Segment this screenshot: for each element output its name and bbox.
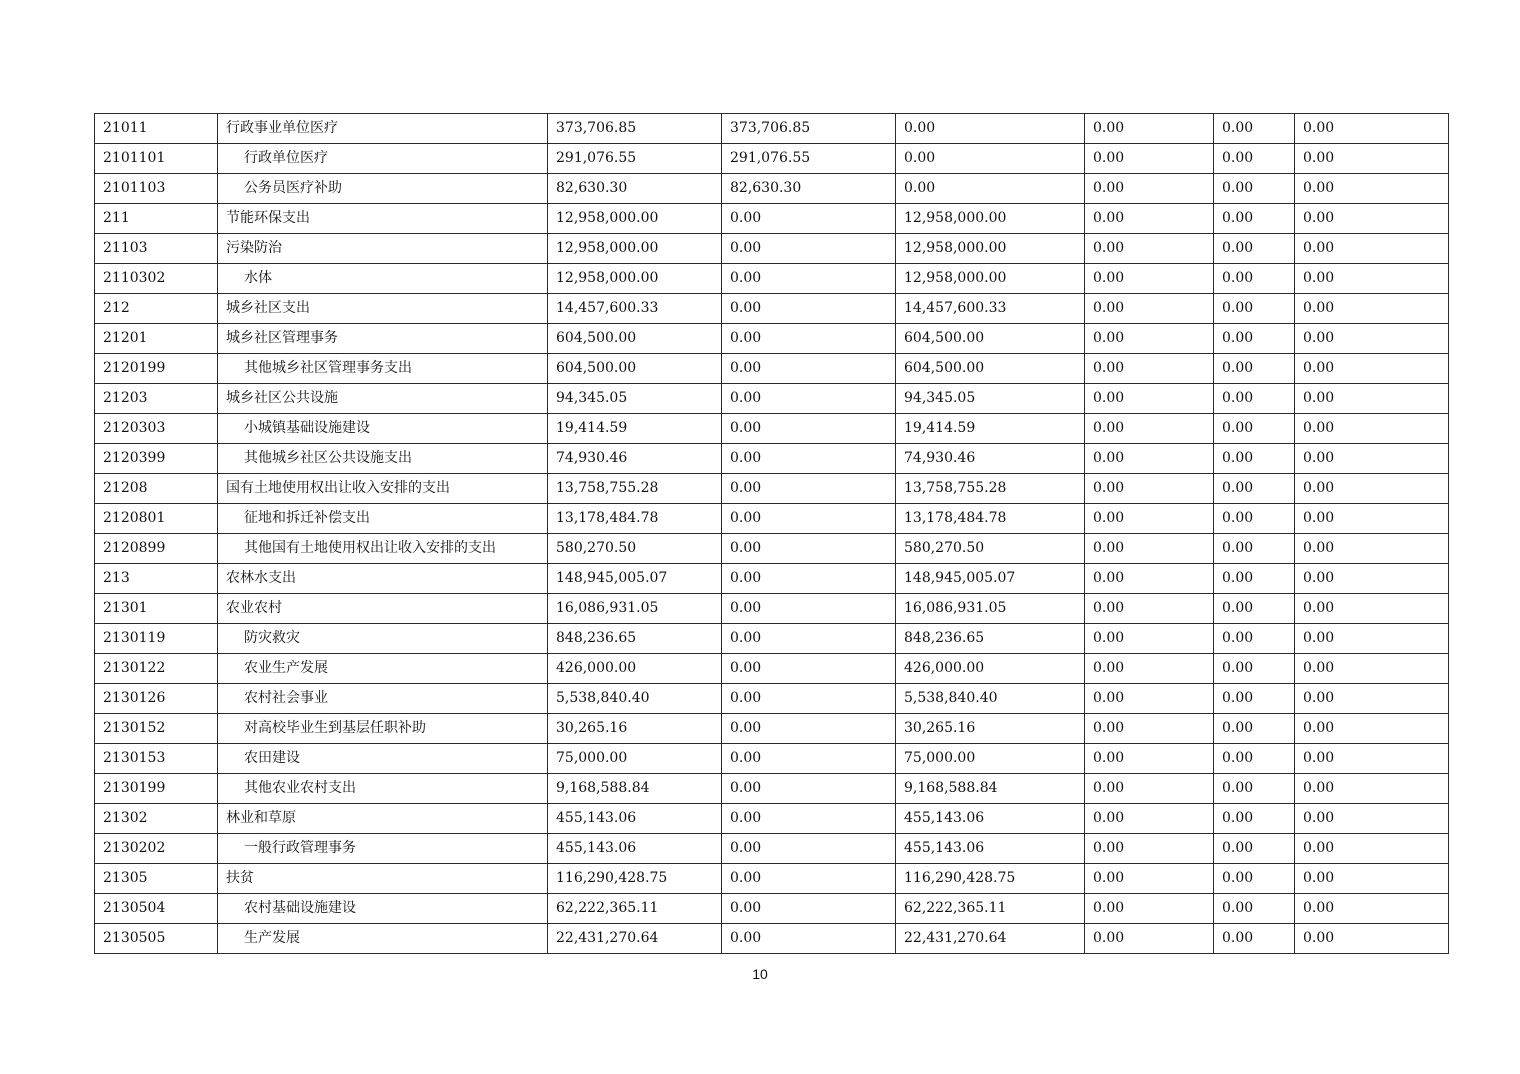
amount-column-5-cell: 0.00 <box>1085 174 1214 204</box>
subject-code-cell: 21103 <box>95 234 218 264</box>
table-row <box>95 864 1449 894</box>
amount-total-cell: 604,500.00 <box>548 354 722 384</box>
subject-name-cell: 生产发展 <box>218 924 548 954</box>
amount-column-4-cell: 0.00 <box>896 174 1085 204</box>
amount-column-6-cell: 0.00 <box>1214 144 1295 174</box>
amount-column-6-cell: 0.00 <box>1214 444 1295 474</box>
table-row <box>95 594 1449 624</box>
amount-column-6-cell: 0.00 <box>1214 204 1295 234</box>
amount-column-3-cell: 373,706.85 <box>722 114 896 144</box>
subject-name-cell: 污染防治 <box>218 234 548 264</box>
amount-column-6-cell: 0.00 <box>1214 774 1295 804</box>
amount-column-7-cell: 0.00 <box>1295 444 1449 474</box>
amount-column-3-cell: 82,630.30 <box>722 174 896 204</box>
amount-column-5-cell: 0.00 <box>1085 624 1214 654</box>
subject-name-cell: 农村社会事业 <box>218 684 548 714</box>
amount-column-4-cell: 22,431,270.64 <box>896 924 1085 954</box>
amount-column-5-cell: 0.00 <box>1085 804 1214 834</box>
amount-column-7-cell: 0.00 <box>1295 804 1449 834</box>
amount-column-3-cell: 0.00 <box>722 594 896 624</box>
amount-column-3-cell: 0.00 <box>722 264 896 294</box>
amount-column-4-cell: 848,236.65 <box>896 624 1085 654</box>
table-row <box>95 804 1449 834</box>
subject-name-cell: 行政事业单位医疗 <box>218 114 548 144</box>
subject-name-cell: 节能环保支出 <box>218 204 548 234</box>
amount-column-6-cell: 0.00 <box>1214 834 1295 864</box>
amount-column-4-cell: 19,414.59 <box>896 414 1085 444</box>
amount-column-6-cell: 0.00 <box>1214 534 1295 564</box>
amount-column-6-cell: 0.00 <box>1214 924 1295 954</box>
subject-name-cell: 扶贫 <box>218 864 548 894</box>
subject-name-cell: 农村基础设施建设 <box>218 894 548 924</box>
amount-column-3-cell: 291,076.55 <box>722 144 896 174</box>
subject-name-cell: 征地和拆迁补偿支出 <box>218 504 548 534</box>
amount-column-3-cell: 0.00 <box>722 624 896 654</box>
amount-column-3-cell: 0.00 <box>722 504 896 534</box>
amount-column-6-cell: 0.00 <box>1214 684 1295 714</box>
amount-total-cell: 9,168,588.84 <box>548 774 722 804</box>
subject-code-cell: 21208 <box>95 474 218 504</box>
amount-total-cell: 291,076.55 <box>548 144 722 174</box>
amount-column-6-cell: 0.00 <box>1214 564 1295 594</box>
subject-name-cell: 其他农业农村支出 <box>218 774 548 804</box>
amount-column-4-cell: 148,945,005.07 <box>896 564 1085 594</box>
amount-column-6-cell: 0.00 <box>1214 354 1295 384</box>
amount-column-4-cell: 9,168,588.84 <box>896 774 1085 804</box>
amount-total-cell: 848,236.65 <box>548 624 722 654</box>
subject-name-cell: 其他城乡社区公共设施支出 <box>218 444 548 474</box>
amount-column-6-cell: 0.00 <box>1214 714 1295 744</box>
amount-column-5-cell: 0.00 <box>1085 774 1214 804</box>
amount-column-4-cell: 0.00 <box>896 114 1085 144</box>
amount-total-cell: 94,345.05 <box>548 384 722 414</box>
amount-column-6-cell: 0.00 <box>1214 414 1295 444</box>
amount-column-3-cell: 0.00 <box>722 294 896 324</box>
table-row <box>95 504 1449 534</box>
amount-column-3-cell: 0.00 <box>722 204 896 234</box>
amount-column-3-cell: 0.00 <box>722 834 896 864</box>
amount-total-cell: 16,086,931.05 <box>548 594 722 624</box>
amount-column-6-cell: 0.00 <box>1214 744 1295 774</box>
amount-column-4-cell: 75,000.00 <box>896 744 1085 774</box>
amount-total-cell: 22,431,270.64 <box>548 924 722 954</box>
amount-column-7-cell: 0.00 <box>1295 114 1449 144</box>
amount-column-6-cell: 0.00 <box>1214 504 1295 534</box>
table-row <box>95 654 1449 684</box>
amount-column-7-cell: 0.00 <box>1295 924 1449 954</box>
subject-name-cell: 行政单位医疗 <box>218 144 548 174</box>
table-row <box>95 564 1449 594</box>
table-row <box>95 624 1449 654</box>
amount-total-cell: 19,414.59 <box>548 414 722 444</box>
amount-column-7-cell: 0.00 <box>1295 534 1449 564</box>
amount-total-cell: 12,958,000.00 <box>548 234 722 264</box>
table-row <box>95 174 1449 204</box>
amount-column-6-cell: 0.00 <box>1214 654 1295 684</box>
subject-name-cell: 农业农村 <box>218 594 548 624</box>
subject-name-cell: 一般行政管理事务 <box>218 834 548 864</box>
subject-code-cell: 2130202 <box>95 834 218 864</box>
amount-column-7-cell: 0.00 <box>1295 834 1449 864</box>
page-number: 10 <box>752 966 768 982</box>
amount-column-3-cell: 0.00 <box>722 474 896 504</box>
subject-code-cell: 2130199 <box>95 774 218 804</box>
amount-column-3-cell: 0.00 <box>722 864 896 894</box>
amount-column-5-cell: 0.00 <box>1085 654 1214 684</box>
table-row <box>95 414 1449 444</box>
subject-code-cell: 21201 <box>95 324 218 354</box>
amount-column-5-cell: 0.00 <box>1085 384 1214 414</box>
amount-column-6-cell: 0.00 <box>1214 804 1295 834</box>
amount-total-cell: 426,000.00 <box>548 654 722 684</box>
amount-column-7-cell: 0.00 <box>1295 354 1449 384</box>
table-row <box>95 354 1449 384</box>
amount-total-cell: 12,958,000.00 <box>548 204 722 234</box>
amount-column-5-cell: 0.00 <box>1085 594 1214 624</box>
amount-column-3-cell: 0.00 <box>722 924 896 954</box>
amount-column-7-cell: 0.00 <box>1295 774 1449 804</box>
amount-column-7-cell: 0.00 <box>1295 864 1449 894</box>
subject-name-cell: 防灾救灾 <box>218 624 548 654</box>
amount-total-cell: 148,945,005.07 <box>548 564 722 594</box>
subject-code-cell: 21203 <box>95 384 218 414</box>
amount-total-cell: 82,630.30 <box>548 174 722 204</box>
amount-column-5-cell: 0.00 <box>1085 444 1214 474</box>
amount-total-cell: 580,270.50 <box>548 534 722 564</box>
amount-column-5-cell: 0.00 <box>1085 234 1214 264</box>
table-row <box>95 264 1449 294</box>
amount-column-6-cell: 0.00 <box>1214 864 1295 894</box>
amount-column-4-cell: 13,758,755.28 <box>896 474 1085 504</box>
subject-code-cell: 2130153 <box>95 744 218 774</box>
amount-column-4-cell: 12,958,000.00 <box>896 264 1085 294</box>
subject-code-cell: 2130122 <box>95 654 218 684</box>
subject-code-cell: 2120199 <box>95 354 218 384</box>
amount-column-4-cell: 13,178,484.78 <box>896 504 1085 534</box>
subject-name-cell: 国有土地使用权出让收入安排的支出 <box>218 474 548 504</box>
amount-column-5-cell: 0.00 <box>1085 834 1214 864</box>
subject-code-cell: 2101103 <box>95 174 218 204</box>
amount-column-7-cell: 0.00 <box>1295 504 1449 534</box>
amount-column-7-cell: 0.00 <box>1295 684 1449 714</box>
table-row <box>95 324 1449 354</box>
amount-column-4-cell: 30,265.16 <box>896 714 1085 744</box>
amount-column-6-cell: 0.00 <box>1214 114 1295 144</box>
subject-name-cell: 城乡社区支出 <box>218 294 548 324</box>
subject-code-cell: 21302 <box>95 804 218 834</box>
amount-total-cell: 604,500.00 <box>548 324 722 354</box>
subject-code-cell: 2120399 <box>95 444 218 474</box>
amount-column-6-cell: 0.00 <box>1214 324 1295 354</box>
amount-column-4-cell: 426,000.00 <box>896 654 1085 684</box>
table-row <box>95 924 1449 954</box>
amount-column-6-cell: 0.00 <box>1214 234 1295 264</box>
table-row <box>95 444 1449 474</box>
amount-column-7-cell: 0.00 <box>1295 624 1449 654</box>
amount-column-5-cell: 0.00 <box>1085 114 1214 144</box>
amount-column-6-cell: 0.00 <box>1214 894 1295 924</box>
subject-name-cell: 小城镇基础设施建设 <box>218 414 548 444</box>
amount-column-7-cell: 0.00 <box>1295 144 1449 174</box>
amount-column-6-cell: 0.00 <box>1214 474 1295 504</box>
table-body <box>95 114 1449 954</box>
table-row <box>95 714 1449 744</box>
amount-column-6-cell: 0.00 <box>1214 624 1295 654</box>
subject-name-cell: 水体 <box>218 264 548 294</box>
amount-total-cell: 12,958,000.00 <box>548 264 722 294</box>
amount-total-cell: 116,290,428.75 <box>548 864 722 894</box>
amount-column-7-cell: 0.00 <box>1295 654 1449 684</box>
amount-total-cell: 373,706.85 <box>548 114 722 144</box>
amount-column-5-cell: 0.00 <box>1085 474 1214 504</box>
subject-name-cell: 对高校毕业生到基层任职补助 <box>218 714 548 744</box>
amount-column-6-cell: 0.00 <box>1214 594 1295 624</box>
amount-column-3-cell: 0.00 <box>722 774 896 804</box>
amount-column-5-cell: 0.00 <box>1085 144 1214 174</box>
amount-column-7-cell: 0.00 <box>1295 264 1449 294</box>
subject-code-cell: 2130152 <box>95 714 218 744</box>
amount-column-7-cell: 0.00 <box>1295 204 1449 234</box>
amount-column-6-cell: 0.00 <box>1214 294 1295 324</box>
amount-column-7-cell: 0.00 <box>1295 594 1449 624</box>
amount-total-cell: 62,222,365.11 <box>548 894 722 924</box>
subject-name-cell: 其他国有土地使用权出让收入安排的支出 <box>218 534 548 564</box>
amount-column-5-cell: 0.00 <box>1085 324 1214 354</box>
amount-column-6-cell: 0.00 <box>1214 384 1295 414</box>
subject-code-cell: 211 <box>95 204 218 234</box>
amount-column-3-cell: 0.00 <box>722 564 896 594</box>
table-row <box>95 204 1449 234</box>
amount-column-3-cell: 0.00 <box>722 234 896 264</box>
amount-column-5-cell: 0.00 <box>1085 864 1214 894</box>
amount-column-4-cell: 0.00 <box>896 144 1085 174</box>
amount-total-cell: 13,178,484.78 <box>548 504 722 534</box>
amount-column-3-cell: 0.00 <box>722 354 896 384</box>
amount-column-7-cell: 0.00 <box>1295 384 1449 414</box>
amount-column-4-cell: 5,538,840.40 <box>896 684 1085 714</box>
amount-column-4-cell: 116,290,428.75 <box>896 864 1085 894</box>
amount-column-5-cell: 0.00 <box>1085 564 1214 594</box>
amount-column-3-cell: 0.00 <box>722 804 896 834</box>
amount-column-5-cell: 0.00 <box>1085 714 1214 744</box>
amount-column-3-cell: 0.00 <box>722 714 896 744</box>
amount-total-cell: 455,143.06 <box>548 804 722 834</box>
table-row <box>95 114 1449 144</box>
subject-code-cell: 2130119 <box>95 624 218 654</box>
amount-total-cell: 13,758,755.28 <box>548 474 722 504</box>
amount-column-3-cell: 0.00 <box>722 894 896 924</box>
amount-column-7-cell: 0.00 <box>1295 234 1449 264</box>
amount-column-7-cell: 0.00 <box>1295 714 1449 744</box>
amount-column-4-cell: 604,500.00 <box>896 354 1085 384</box>
amount-column-4-cell: 16,086,931.05 <box>896 594 1085 624</box>
subject-code-cell: 2110302 <box>95 264 218 294</box>
subject-name-cell: 农田建设 <box>218 744 548 774</box>
subject-code-cell: 2101101 <box>95 144 218 174</box>
amount-column-5-cell: 0.00 <box>1085 204 1214 234</box>
subject-code-cell: 2120801 <box>95 504 218 534</box>
subject-code-cell: 2130126 <box>95 684 218 714</box>
amount-column-4-cell: 14,457,600.33 <box>896 294 1085 324</box>
amount-column-4-cell: 604,500.00 <box>896 324 1085 354</box>
table-row <box>95 384 1449 414</box>
budget-expenditure-table <box>94 113 1449 954</box>
amount-total-cell: 5,538,840.40 <box>548 684 722 714</box>
table-row <box>95 474 1449 504</box>
subject-code-cell: 213 <box>95 564 218 594</box>
subject-name-cell: 其他城乡社区管理事务支出 <box>218 354 548 384</box>
amount-column-3-cell: 0.00 <box>722 384 896 414</box>
table-row <box>95 774 1449 804</box>
amount-column-5-cell: 0.00 <box>1085 264 1214 294</box>
amount-column-4-cell: 74,930.46 <box>896 444 1085 474</box>
subject-code-cell: 212 <box>95 294 218 324</box>
table-row <box>95 144 1449 174</box>
amount-column-5-cell: 0.00 <box>1085 684 1214 714</box>
amount-column-3-cell: 0.00 <box>722 684 896 714</box>
amount-total-cell: 455,143.06 <box>548 834 722 864</box>
table-row <box>95 534 1449 564</box>
amount-column-7-cell: 0.00 <box>1295 414 1449 444</box>
amount-column-3-cell: 0.00 <box>722 414 896 444</box>
amount-column-3-cell: 0.00 <box>722 324 896 354</box>
table-row <box>95 294 1449 324</box>
amount-column-7-cell: 0.00 <box>1295 474 1449 504</box>
table-row <box>95 894 1449 924</box>
amount-total-cell: 74,930.46 <box>548 444 722 474</box>
amount-column-4-cell: 455,143.06 <box>896 834 1085 864</box>
amount-column-5-cell: 0.00 <box>1085 354 1214 384</box>
subject-code-cell: 2130505 <box>95 924 218 954</box>
amount-column-4-cell: 12,958,000.00 <box>896 234 1085 264</box>
amount-column-5-cell: 0.00 <box>1085 924 1214 954</box>
amount-column-5-cell: 0.00 <box>1085 504 1214 534</box>
amount-column-7-cell: 0.00 <box>1295 894 1449 924</box>
subject-code-cell: 2120899 <box>95 534 218 564</box>
amount-column-5-cell: 0.00 <box>1085 744 1214 774</box>
subject-name-cell: 城乡社区公共设施 <box>218 384 548 414</box>
amount-total-cell: 14,457,600.33 <box>548 294 722 324</box>
subject-code-cell: 2120303 <box>95 414 218 444</box>
amount-column-5-cell: 0.00 <box>1085 414 1214 444</box>
amount-column-4-cell: 62,222,365.11 <box>896 894 1085 924</box>
subject-code-cell: 2130504 <box>95 894 218 924</box>
subject-code-cell: 21301 <box>95 594 218 624</box>
amount-column-7-cell: 0.00 <box>1295 294 1449 324</box>
amount-column-3-cell: 0.00 <box>722 534 896 564</box>
table-row <box>95 834 1449 864</box>
amount-column-3-cell: 0.00 <box>722 744 896 774</box>
amount-column-4-cell: 94,345.05 <box>896 384 1085 414</box>
subject-name-cell: 城乡社区管理事务 <box>218 324 548 354</box>
amount-total-cell: 75,000.00 <box>548 744 722 774</box>
amount-column-6-cell: 0.00 <box>1214 174 1295 204</box>
table-row <box>95 234 1449 264</box>
subject-name-cell: 农林水支出 <box>218 564 548 594</box>
amount-column-3-cell: 0.00 <box>722 444 896 474</box>
amount-column-4-cell: 580,270.50 <box>896 534 1085 564</box>
amount-column-5-cell: 0.00 <box>1085 894 1214 924</box>
amount-column-7-cell: 0.00 <box>1295 324 1449 354</box>
table-row <box>95 744 1449 774</box>
subject-name-cell: 公务员医疗补助 <box>218 174 548 204</box>
amount-column-5-cell: 0.00 <box>1085 294 1214 324</box>
amount-column-7-cell: 0.00 <box>1295 744 1449 774</box>
subject-name-cell: 林业和草原 <box>218 804 548 834</box>
table-row <box>95 684 1449 714</box>
amount-column-7-cell: 0.00 <box>1295 174 1449 204</box>
subject-code-cell: 21305 <box>95 864 218 894</box>
amount-total-cell: 30,265.16 <box>548 714 722 744</box>
subject-code-cell: 21011 <box>95 114 218 144</box>
amount-column-3-cell: 0.00 <box>722 654 896 684</box>
amount-column-4-cell: 12,958,000.00 <box>896 204 1085 234</box>
amount-column-6-cell: 0.00 <box>1214 264 1295 294</box>
amount-column-4-cell: 455,143.06 <box>896 804 1085 834</box>
amount-column-5-cell: 0.00 <box>1085 534 1214 564</box>
subject-name-cell: 农业生产发展 <box>218 654 548 684</box>
amount-column-7-cell: 0.00 <box>1295 564 1449 594</box>
